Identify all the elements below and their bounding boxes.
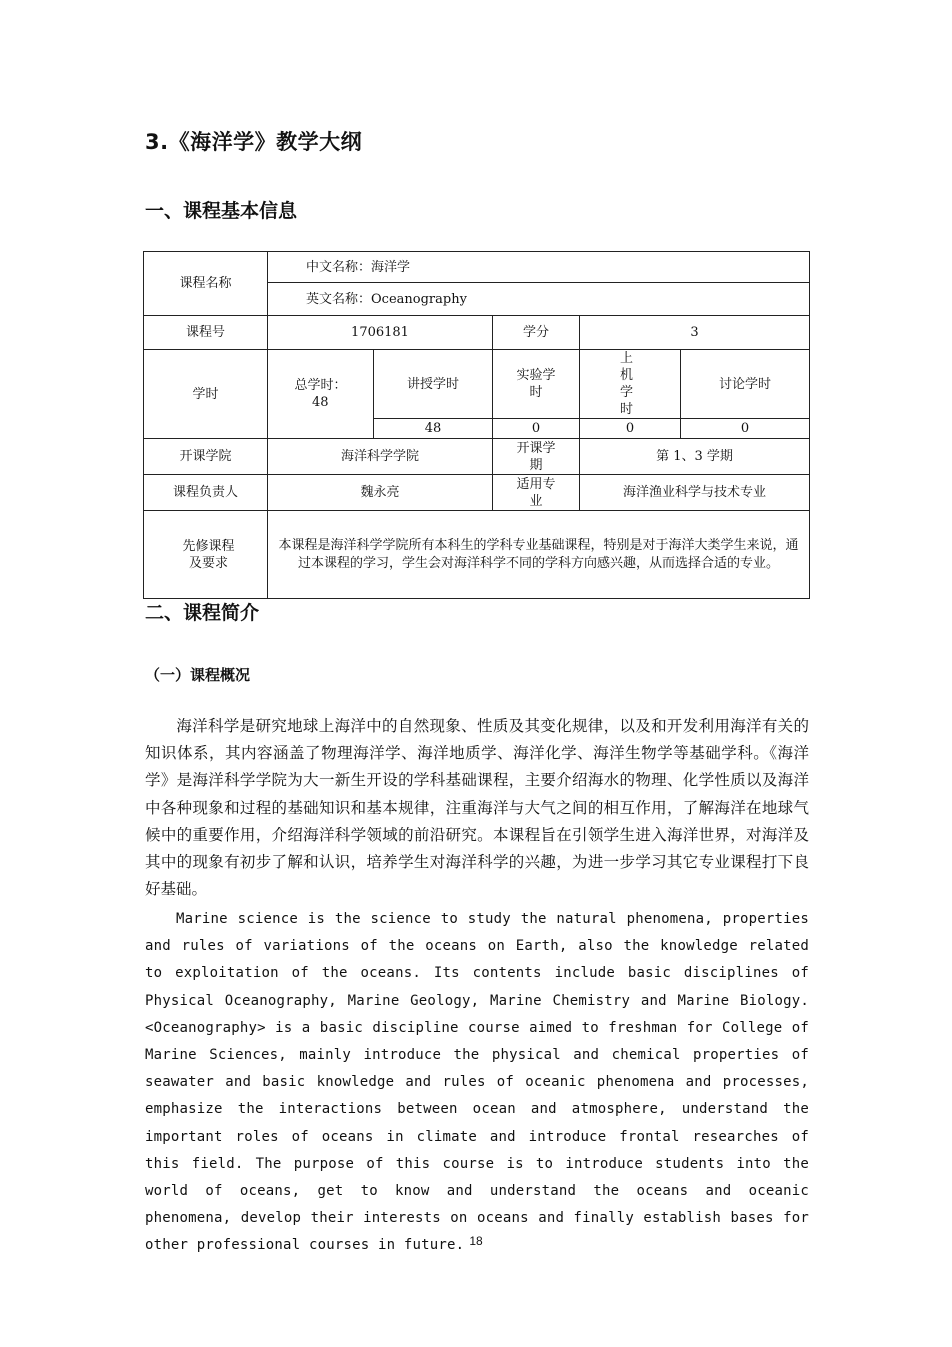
course-lead-label: 课程负责人 <box>144 475 268 511</box>
major-value: 海洋渔业科学与技术专业 <box>580 475 810 511</box>
course-name-label: 课程名称 <box>144 252 268 316</box>
page-number: 18 <box>469 1234 483 1248</box>
course-number-label: 课程号 <box>144 316 268 350</box>
overview-paragraph-english <box>145 906 809 1260</box>
college-label: 开课学院 <box>144 439 268 475</box>
prerequisite-label: 先修课程及要求 <box>144 511 268 599</box>
lecture-hours-value: 48 <box>374 419 493 439</box>
major-label: 适用专业 <box>493 475 580 511</box>
discussion-hours-value: 0 <box>681 419 810 439</box>
semester-value: 第 1、3 学期 <box>580 439 810 475</box>
document-title: 3.《海洋学》教学大纲 <box>145 130 363 154</box>
total-hours-label: 总学时： <box>294 378 347 393</box>
discussion-hours-label: 讨论学时 <box>681 350 810 419</box>
credit-label: 学分 <box>493 316 580 350</box>
total-hours-cell <box>268 350 374 439</box>
prerequisite-value: 本课程是海洋科学学院所有本科生的学科专业基础课程，特别是对于海洋大类学生来说，通过本课程的学习，学生会对海洋科学不同的学科方向感兴趣，从而选择合适的专业。 <box>268 511 810 599</box>
chinese-name-value: 中文名称：海洋学 <box>268 252 810 283</box>
credit-value: 3 <box>580 316 810 350</box>
overview-paragraph-english-text: Marine science is the science to study the natural phenomena, properties and rules of variations of the oceans on Earth, also the knowledge related to exploitation of the oceans. Its contents include basic disciplines of Physical Oceanography, Marine Geology, Marine Chemistry and Marine Biology. <Oceanography> is a basic discipline course aimed to freshman for College of Marine Sciences, mainly introduce the physical and chemical properties of seawater and basic knowledge and rules of oceanic phenomena and processes, emphasize the interactions between ocean and atmosphere, understand the important roles of oceans in climate and introduce frontal researches of this field. The purpose of this course is to introduce students into the world of oceans, get to know and understand the oceans and oceanic phenomena, develop their interests on oceans and finally establish bases for other professional courses in future. <box>145 911 809 1254</box>
semester-label: 开课学期 <box>493 439 580 475</box>
lecture-hours-label: 讲授学时 <box>374 350 493 419</box>
subsection-heading-overview: （一）课程概况 <box>145 666 251 684</box>
section-heading-intro: 二、课程简介 <box>145 602 260 624</box>
lab-hours-value: 0 <box>493 419 580 439</box>
course-info-table <box>143 251 810 599</box>
overview-paragraph-chinese-text: 海洋科学是研究地球上海洋中的自然现象、性质及其变化规律，以及和开发利用海洋有关的知识体系，其内容涵盖了物理海洋学、海洋地质学、海洋化学、海洋生物学等基础学科。《海洋学》是海洋科学学院为大一新生开设的学科基础课程，主要介绍海水的物理、化学性质以及海洋中各种现象和过程的基础知识和基本规律，注重海洋与大气之间的相互作用，了解海洋在地球气候中的重要作用，介绍海洋科学领域的前沿研究。本课程旨在引领学生进入海洋世界，对海洋及其中的现象有初步了解和认识，培养学生对海洋科学的兴趣，为进一步学习其它专业课程打下良好基础。 <box>145 717 809 899</box>
english-name-value: 英文名称：Oceanography <box>268 283 810 316</box>
total-hours-value: 48 <box>312 395 329 410</box>
lab-hours-label: 实验学时 <box>493 350 580 419</box>
college-value: 海洋科学学院 <box>268 439 493 475</box>
overview-paragraph-chinese <box>145 713 809 903</box>
computer-hours-label: 上机学时 <box>580 350 681 419</box>
hours-label: 学时 <box>144 350 268 439</box>
course-number-value: 1706181 <box>268 316 493 350</box>
course-lead-value: 魏永亮 <box>268 475 493 511</box>
section-heading-basic-info: 一、课程基本信息 <box>145 200 298 222</box>
computer-hours-value: 0 <box>580 419 681 439</box>
